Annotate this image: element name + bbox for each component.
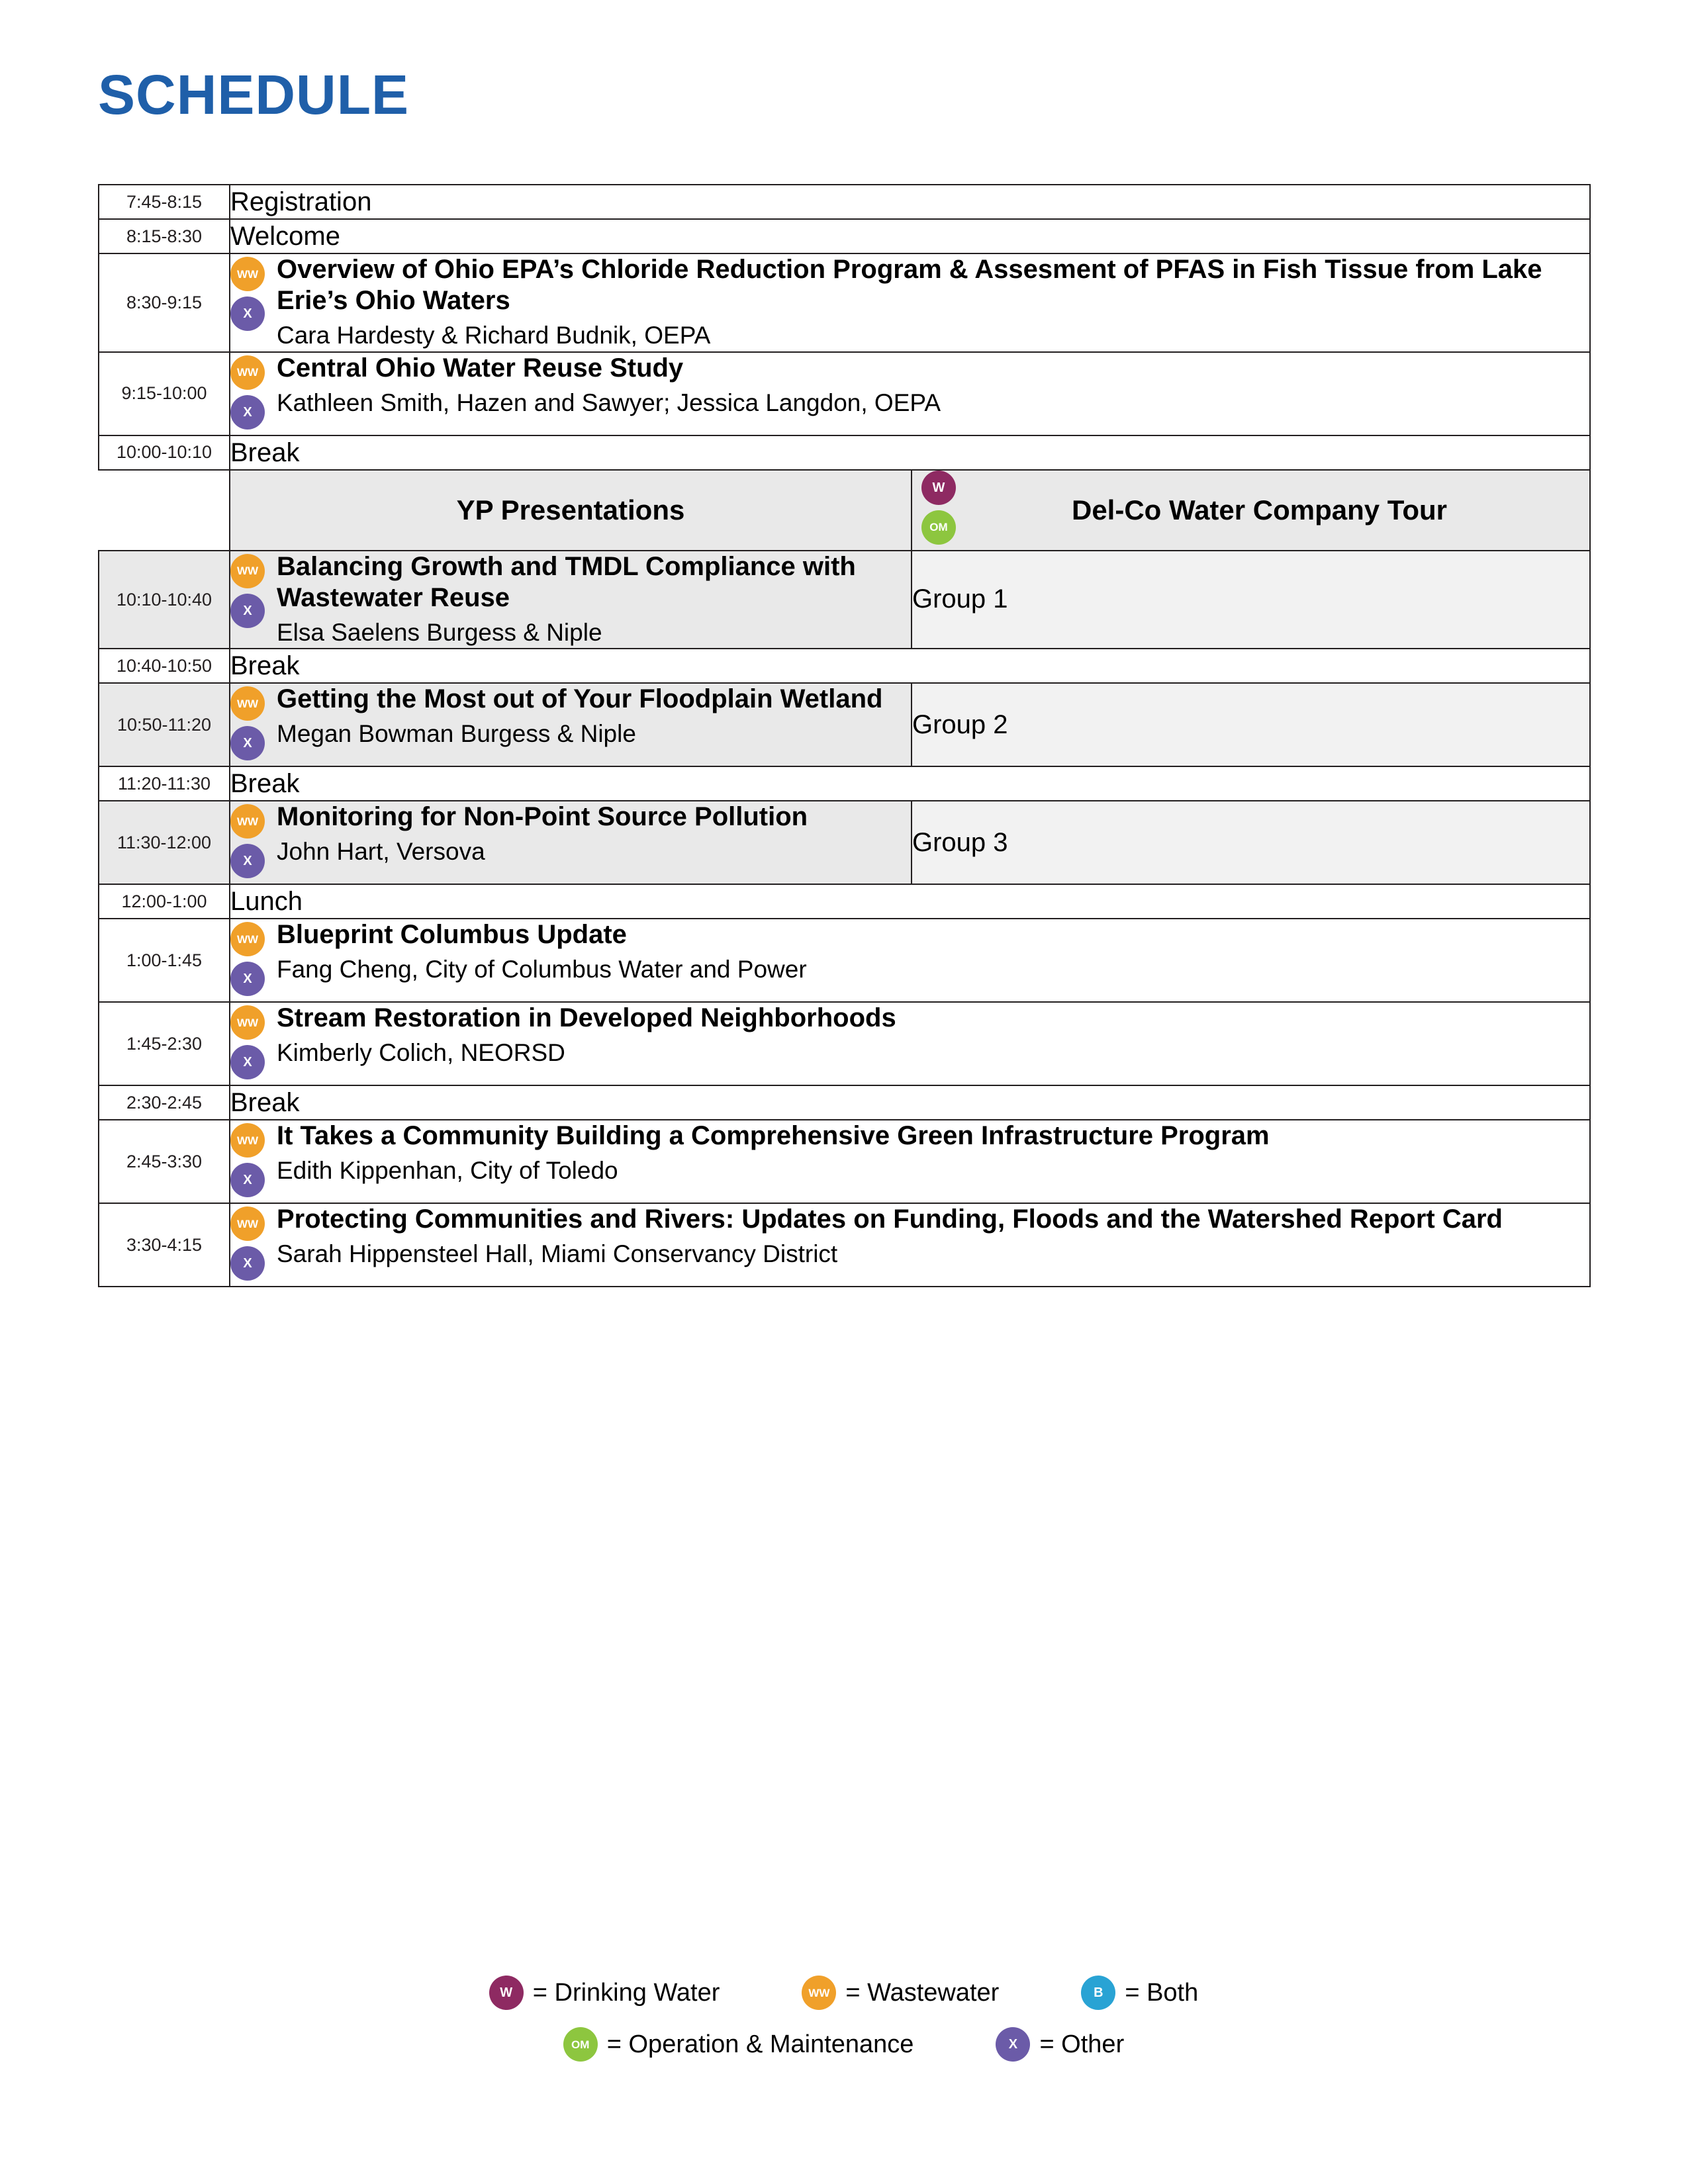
session-badges — [230, 1204, 277, 1286]
session-cell — [230, 801, 912, 884]
badge-x-icon: X — [230, 594, 265, 628]
row-time: 2:30-2:45 — [99, 1085, 230, 1120]
badge-ww-icon: WW — [230, 554, 265, 588]
session-speaker: Kimberly Colich, NEORSD — [277, 1039, 565, 1067]
tour-group-cell: Group 2 — [912, 683, 1590, 766]
legend-label: = Operation & Maintenance — [606, 2030, 914, 2058]
tour-badges — [912, 471, 969, 550]
badge-x-icon: X — [230, 1163, 265, 1197]
session-title: Balancing Growth and TMDL Compliance with Wastewater Reuse — [277, 551, 856, 612]
row-time-empty — [99, 470, 230, 551]
row-time: 2:45-3:30 — [99, 1120, 230, 1203]
badge-x-icon: X — [230, 962, 265, 996]
table-row — [99, 1203, 1590, 1287]
legend-label: = Both — [1125, 1978, 1199, 2007]
row-time: 10:10-10:40 — [99, 551, 230, 649]
badge-om-icon: OM — [563, 2027, 598, 2062]
session-cell — [230, 253, 1590, 352]
session-badges — [230, 1120, 277, 1203]
session-speaker: Megan Bowman Burgess & Niple — [277, 720, 636, 748]
legend-label: = Wastewater — [845, 1978, 1000, 2007]
badge-om-icon: OM — [921, 510, 956, 545]
badge-ww-icon: WW — [230, 686, 265, 721]
badge-x-icon: X — [996, 2027, 1030, 2062]
badge-ww-icon: WW — [230, 355, 265, 390]
row-time: 10:40-10:50 — [99, 649, 230, 683]
badge-ww-icon: WW — [230, 922, 265, 956]
session-badges — [230, 684, 277, 766]
session-badges — [230, 353, 277, 435]
schedule-table-wrapper — [98, 184, 1589, 1287]
legend-item — [489, 1976, 720, 2010]
table-row — [99, 470, 1590, 551]
session-cell — [230, 919, 1590, 1002]
row-time: 1:00-1:45 — [99, 919, 230, 1002]
row-label: Break — [230, 435, 1590, 470]
row-time: 1:45-2:30 — [99, 1002, 230, 1085]
schedule-table — [98, 184, 1591, 1287]
table-row — [99, 1085, 1590, 1120]
badge-ww-icon: WW — [802, 1976, 836, 2010]
row-time: 10:50-11:20 — [99, 683, 230, 766]
legend-item — [563, 2027, 914, 2062]
badge-ww-icon: WW — [230, 1206, 265, 1241]
badge-x-icon: X — [230, 296, 265, 331]
row-time: 7:45-8:15 — [99, 185, 230, 219]
session-badges — [230, 1003, 277, 1085]
badge-w-icon: W — [921, 471, 956, 505]
table-row — [99, 766, 1590, 801]
session-speaker: Elsa Saelens Burgess & Niple — [277, 619, 602, 646]
row-time: 9:15-10:00 — [99, 352, 230, 435]
table-row — [99, 1002, 1590, 1085]
row-time: 8:15-8:30 — [99, 219, 230, 253]
table-row — [99, 219, 1590, 253]
legend-label: = Drinking Water — [532, 1978, 720, 2007]
row-label: Break — [230, 766, 1590, 801]
tour-label: Del-Co Water Company Tour — [1071, 494, 1448, 525]
row-label: Lunch — [230, 884, 1590, 919]
session-speaker: Edith Kippenhan, City of Toledo — [277, 1157, 618, 1185]
table-row — [99, 352, 1590, 435]
session-cell — [230, 551, 912, 649]
row-time: 11:20-11:30 — [99, 766, 230, 801]
legend-item — [996, 2027, 1124, 2062]
row-time: 12:00-1:00 — [99, 884, 230, 919]
badge-x-icon: X — [230, 395, 265, 430]
badge-x-icon: X — [230, 1045, 265, 1079]
table-row — [99, 1120, 1590, 1203]
column-header-tour — [912, 470, 1590, 551]
legend-row-secondary — [98, 2027, 1589, 2062]
session-title: Stream Restoration in Developed Neighborhoods — [277, 1003, 896, 1033]
session-title: Monitoring for Non-Point Source Pollution — [277, 802, 808, 832]
row-label: Welcome — [230, 219, 1590, 253]
session-cell — [230, 352, 1590, 435]
page-title: SCHEDULE — [98, 64, 410, 126]
session-title: Blueprint Columbus Update — [277, 920, 627, 950]
session-speaker: Cara Hardesty & Richard Budnik, OEPA — [277, 322, 711, 349]
row-time: 10:00-10:10 — [99, 435, 230, 470]
session-speaker: Fang Cheng, City of Columbus Water and Power — [277, 956, 807, 983]
badge-w-icon: W — [489, 1976, 524, 2010]
column-header-yp-presentations: YP Presentations — [230, 470, 912, 551]
badge-b-icon: B — [1081, 1976, 1115, 2010]
session-cell — [230, 1203, 1590, 1287]
session-title: Overview of Ohio EPA’s Chloride Reduction Program & Assesment of PFAS in Fish Tissue from Lake Erie’s Ohio Waters — [277, 255, 1542, 316]
table-row — [99, 884, 1590, 919]
session-title: Protecting Communities and Rivers: Updates on Funding, Floods and the Watershed Report Card — [277, 1205, 1503, 1234]
table-row — [99, 435, 1590, 470]
badge-ww-icon: WW — [230, 1123, 265, 1158]
session-badges — [230, 254, 277, 336]
legend-item — [1081, 1976, 1198, 2010]
table-row — [99, 551, 1590, 649]
session-speaker: Kathleen Smith, Hazen and Sawyer; Jessica Langdon, OEPA — [277, 388, 941, 416]
row-time: 8:30-9:15 — [99, 253, 230, 352]
row-time: 11:30-12:00 — [99, 801, 230, 884]
badge-ww-icon: WW — [230, 1005, 265, 1040]
table-row — [99, 919, 1590, 1002]
table-row — [99, 801, 1590, 884]
row-time: 3:30-4:15 — [99, 1203, 230, 1287]
legend — [98, 1976, 1589, 2079]
session-title: Central Ohio Water Reuse Study — [277, 353, 684, 383]
session-cell — [230, 683, 912, 766]
tour-group-cell: Group 1 — [912, 551, 1590, 649]
session-title: It Takes a Community Building a Comprehensive Green Infrastructure Program — [277, 1121, 1270, 1151]
table-row — [99, 683, 1590, 766]
session-speaker: John Hart, Versova — [277, 838, 485, 866]
badge-ww-icon: WW — [230, 804, 265, 839]
row-label: Registration — [230, 185, 1590, 219]
session-badges — [230, 919, 277, 1001]
session-speaker: Sarah Hippensteel Hall, Miami Conservancy District — [277, 1240, 838, 1268]
table-row — [99, 649, 1590, 683]
session-cell — [230, 1002, 1590, 1085]
table-row — [99, 185, 1590, 219]
tour-group-cell: Group 3 — [912, 801, 1590, 884]
row-label: Break — [230, 649, 1590, 683]
table-row — [99, 253, 1590, 352]
legend-label: = Other — [1039, 2030, 1125, 2058]
session-title: Getting the Most out of Your Floodplain Wetland — [277, 684, 883, 714]
session-badges — [230, 551, 277, 633]
session-badges — [230, 801, 277, 884]
legend-item — [802, 1976, 999, 2010]
row-label: Break — [230, 1085, 1590, 1120]
badge-x-icon: X — [230, 726, 265, 760]
badge-x-icon: X — [230, 1246, 265, 1281]
badge-ww-icon: WW — [230, 257, 265, 291]
legend-row-primary — [98, 1976, 1589, 2010]
badge-x-icon: X — [230, 844, 265, 878]
session-cell — [230, 1120, 1590, 1203]
